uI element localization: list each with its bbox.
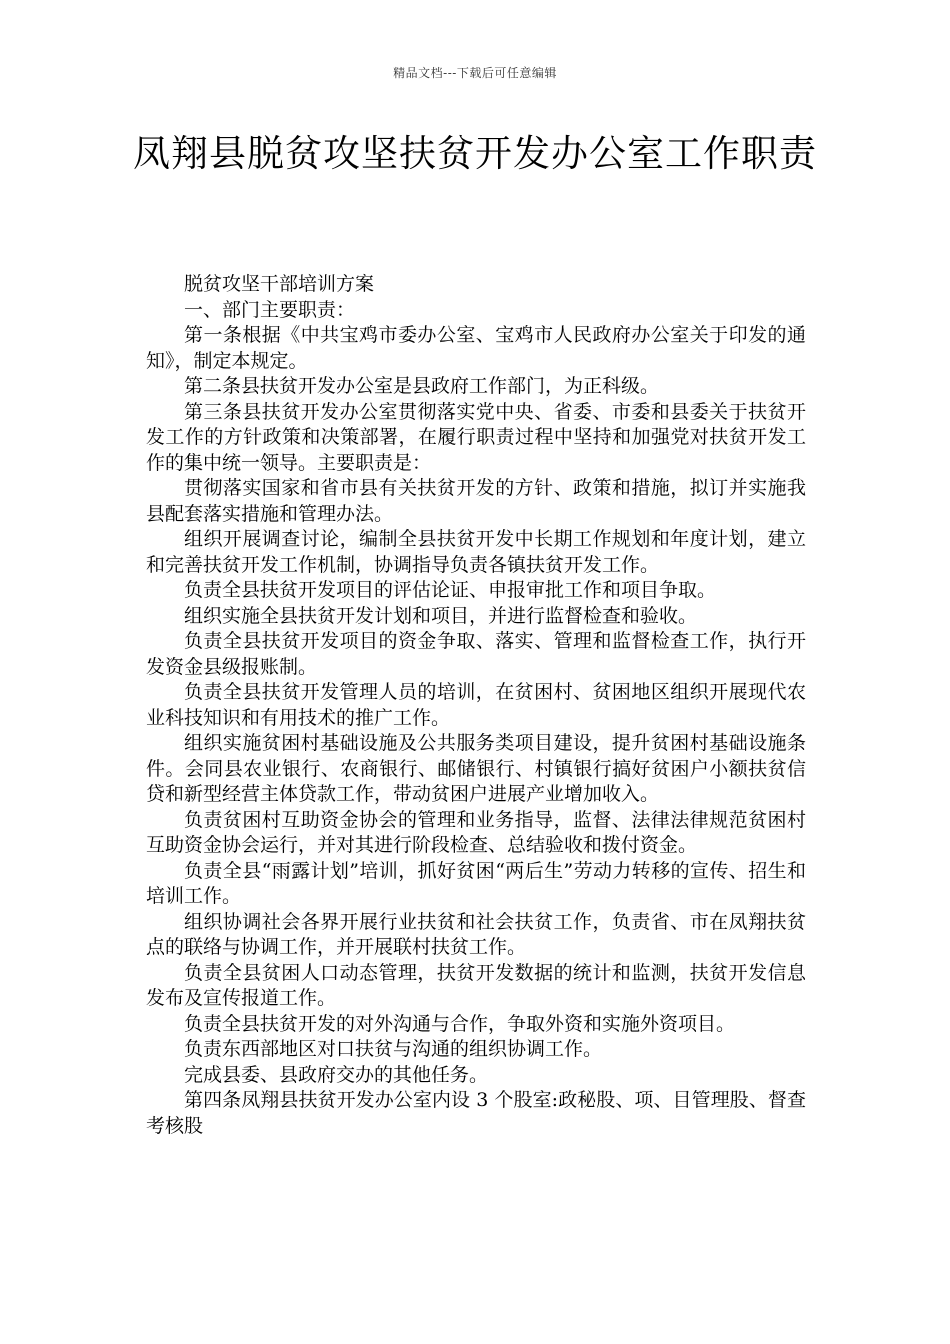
document-title: 凤翔县脱贫攻坚扶贫开发办公室工作职责 [133, 132, 817, 175]
paragraph: 第四条凤翔县扶贫开发办公室内设 3 个股室:政秘股、项、目管理股、督查考核股 [146, 1089, 806, 1137]
paragraph: 完成县委、县政府交办的其他任务。 [184, 1063, 489, 1086]
paragraph: 贯彻落实国家和省市县有关扶贫开发的方针、政策和措施，拟订并实施我县配套落实措施和管理办法。 [146, 477, 806, 525]
paragraph: 负责全县扶贫开发项目的评估论证、申报审批工作和项目争取。 [184, 579, 717, 601]
paragraph: 组织实施贫困村基础设施及公共服务类项目建设，提升贫困村基础设施条件。会同县农业银行、农商银行、邮储银行、村镇银行搞好贫困户小额扶贫信贷和新型经营主体贷款工作，带动贫困户进展产业增加收入。 [146, 732, 806, 805]
header-note: 精品文档---下载后可任意编辑 [393, 66, 557, 80]
paragraph: 脱贫攻坚干部培训方案 [184, 273, 375, 295]
paragraph: 组织协调社会各界开展行业扶贫和社会扶贫工作，负责省、市在凤翔扶贫点的联络与协调工作，并开展联村扶贫工作。 [146, 910, 806, 958]
paragraph: 第三条县扶贫开发办公室贯彻落实党中央、省委、市委和县委关于扶贫开发工作的方针政策和决策部署，在履行职责过程中坚持和加强党对扶贫开发工作的集中统一领导。主要职责是： [146, 400, 806, 474]
paragraph: 负责全县扶贫开发项目的资金争取、落实、管理和监督检查工作，执行开发资金县级报账制。 [146, 630, 806, 678]
paragraph: 第一条根据《中共宝鸡市委办公室、宝鸡市人民政府办公室关于印发的通知》，制定本规定。 [146, 324, 806, 372]
paragraph: 负责全县“雨露计划”培训，抓好贫困“两后生”劳动力转移的宣传、招生和培训工作。 [146, 859, 806, 907]
paragraph: 组织开展调查讨论，编制全县扶贫开发中长期工作规划和年度计划，建立和完善扶贫开发工作机制，协调指导负责各镇扶贫开发工作。 [146, 528, 806, 576]
paragraph: 组织实施全县扶贫开发计划和项目，并进行监督检查和验收。 [184, 604, 698, 627]
paragraph: 负责贫困村互助资金协会的管理和业务指导，监督、法律法律规范贫困村互助资金协会运行，并对其进行阶段检查、总结验收和拨付资金。 [146, 808, 806, 856]
paragraph: 负责东西部地区对口扶贫与沟通的组织协调工作。 [184, 1038, 603, 1060]
paragraph: 负责全县扶贫开发管理人员的培训，在贫困村、贫困地区组织开展现代农业科技知识和有用技术的推广工作。 [146, 681, 806, 729]
paragraph: 负责全县扶贫开发的对外沟通与合作，争取外资和实施外资项目。 [184, 1012, 736, 1035]
paragraph: 一、部门主要职责： [184, 298, 356, 321]
paragraph: 第二条县扶贫开发办公室是县政府工作部门，为正科级。 [184, 375, 660, 397]
document-body [146, 272, 806, 1139]
paragraph: 负责全县贫困人口动态管理，扶贫开发数据的统计和监测，扶贫开发信息发布及宣传报道工作。 [146, 961, 806, 1009]
